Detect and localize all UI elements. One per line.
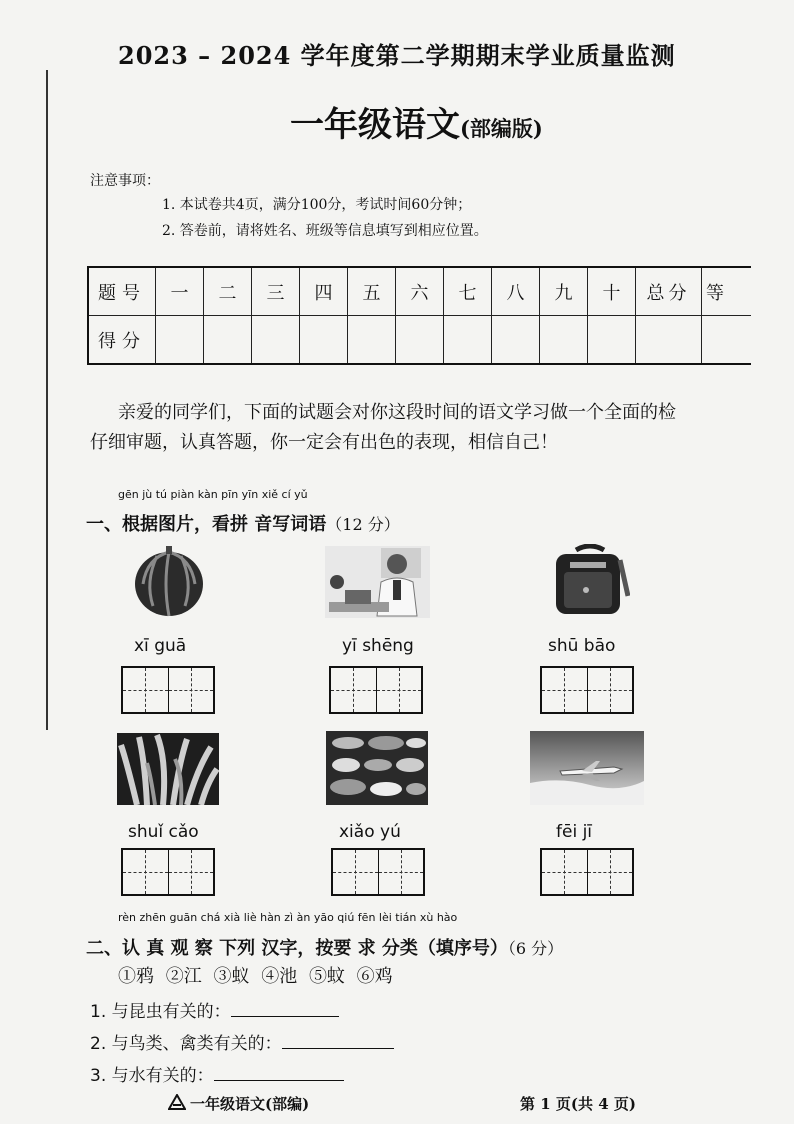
score-cell[interactable] bbox=[540, 316, 588, 365]
word-pinyin: shuǐ cǎo bbox=[128, 822, 199, 842]
schoolbag-image bbox=[550, 544, 630, 616]
writing-grid[interactable] bbox=[121, 666, 215, 714]
score-table-header-row bbox=[88, 267, 751, 316]
character-choices bbox=[118, 962, 399, 988]
column-header: 九 bbox=[540, 267, 588, 316]
writing-grid[interactable] bbox=[540, 848, 634, 896]
writing-cell[interactable] bbox=[169, 850, 214, 894]
choice-item: ⑥鸡 bbox=[356, 966, 393, 987]
question-text: 2. 与鸟类、禽类有关的： bbox=[90, 1034, 282, 1054]
column-header: 三 bbox=[252, 267, 300, 316]
choice-item: ③蚁 bbox=[213, 966, 250, 987]
section2-points: （6 分） bbox=[507, 939, 564, 958]
column-header: 一 bbox=[156, 267, 204, 316]
section1-title bbox=[86, 510, 400, 536]
choice-item: ④池 bbox=[261, 966, 298, 987]
writing-cell[interactable] bbox=[331, 668, 377, 712]
writing-grid[interactable] bbox=[121, 848, 215, 896]
word-pinyin: shū bāo bbox=[548, 636, 616, 656]
choice-item: ②江 bbox=[165, 966, 202, 987]
word-pinyin: xī guā bbox=[134, 636, 187, 656]
section2-pinyin: rèn zhēn guān chá xià liè hàn zì àn yāo qiú fēn lèi tián xù hào bbox=[118, 911, 458, 924]
score-label: 得分 bbox=[88, 316, 156, 365]
column-header: 八 bbox=[492, 267, 540, 316]
publisher-logo-icon bbox=[168, 1094, 186, 1110]
writing-grid[interactable] bbox=[540, 666, 634, 714]
grade-cell[interactable] bbox=[702, 316, 752, 365]
writing-cell[interactable] bbox=[377, 668, 422, 712]
column-header: 四 bbox=[300, 267, 348, 316]
fish-image bbox=[326, 731, 428, 805]
footer-subject: 一年级语文(部编) bbox=[190, 1095, 310, 1113]
choice-item: ⑤蚊 bbox=[308, 966, 345, 987]
subject-edition: (部编版) bbox=[460, 116, 543, 141]
word-pinyin: fēi jī bbox=[556, 822, 593, 842]
section2-title bbox=[86, 934, 563, 960]
score-cell[interactable] bbox=[588, 316, 636, 365]
writing-cell[interactable] bbox=[542, 850, 588, 894]
writing-cell[interactable] bbox=[123, 850, 169, 894]
column-header: 十 bbox=[588, 267, 636, 316]
watermelon-image bbox=[133, 546, 205, 618]
section2-title-text: 二、认 真 观 察 下列 汉字，按要 求 分类（填序号） bbox=[86, 938, 508, 959]
score-cell[interactable] bbox=[252, 316, 300, 365]
writing-cell[interactable] bbox=[169, 668, 214, 712]
writing-cell[interactable] bbox=[333, 850, 379, 894]
grade-header: 等 bbox=[702, 267, 752, 316]
total-score-cell[interactable] bbox=[636, 316, 702, 365]
exam-title: 2023 – 2024 学年度第二学期期末学业质量监测 bbox=[118, 41, 676, 70]
note-item: 2. 答卷前，请将姓名、班级等信息填写到相应位置。 bbox=[162, 223, 488, 239]
column-header: 五 bbox=[348, 267, 396, 316]
score-cell[interactable] bbox=[156, 316, 204, 365]
writing-cell[interactable] bbox=[588, 668, 633, 712]
subject-title bbox=[290, 97, 543, 146]
question-item bbox=[90, 1061, 344, 1086]
notes-label: 注意事项： bbox=[90, 173, 160, 189]
writing-cell[interactable] bbox=[123, 668, 169, 712]
question-number-label: 题号 bbox=[88, 267, 156, 316]
subject-main: 一年级语文 bbox=[290, 105, 460, 145]
score-cell[interactable] bbox=[204, 316, 252, 365]
score-cell[interactable] bbox=[444, 316, 492, 365]
section1-pinyin: gēn jù tú piàn kàn pīn yīn xiě cí yǔ bbox=[118, 488, 308, 501]
footer-page-number: 第 1 页(共 4 页) bbox=[520, 1095, 636, 1113]
writing-grid[interactable] bbox=[329, 666, 423, 714]
airplane-image bbox=[530, 731, 644, 805]
answer-line[interactable] bbox=[214, 1066, 344, 1081]
column-header: 七 bbox=[444, 267, 492, 316]
column-header: 六 bbox=[396, 267, 444, 316]
score-cell[interactable] bbox=[300, 316, 348, 365]
binding-margin-line bbox=[46, 70, 48, 730]
intro-line: 仔细审题，认真答题，你一定会有出色的表现，相信自己！ bbox=[90, 432, 558, 453]
answer-line[interactable] bbox=[231, 1002, 339, 1017]
score-cell[interactable] bbox=[492, 316, 540, 365]
question-item bbox=[90, 1029, 394, 1054]
score-cell[interactable] bbox=[348, 316, 396, 365]
word-pinyin: yī shēng bbox=[342, 636, 414, 656]
writing-grid[interactable] bbox=[331, 848, 425, 896]
score-cell[interactable] bbox=[396, 316, 444, 365]
writing-cell[interactable] bbox=[542, 668, 588, 712]
doctor-image bbox=[325, 546, 430, 618]
writing-cell[interactable] bbox=[588, 850, 633, 894]
answer-line[interactable] bbox=[282, 1034, 394, 1049]
note-item: 1. 本试卷共4页，满分100分，考试时间60分钟； bbox=[162, 197, 472, 213]
choice-item: ①鸦 bbox=[118, 966, 154, 987]
total-score-header: 总分 bbox=[636, 267, 702, 316]
column-header: 二 bbox=[204, 267, 252, 316]
question-text: 1. 与昆虫有关的： bbox=[90, 1002, 231, 1022]
section1-title-text: 一、根据图片，看拼 音写词语 bbox=[86, 514, 327, 535]
question-text: 3. 与水有关的： bbox=[90, 1066, 214, 1086]
section1-points: （12 分） bbox=[326, 515, 400, 534]
writing-cell[interactable] bbox=[379, 850, 424, 894]
question-item bbox=[90, 997, 339, 1022]
score-table-score-row bbox=[88, 316, 751, 365]
waterweed-image bbox=[117, 733, 219, 805]
intro-line: 亲爱的同学们，下面的试题会对你这段时间的语文学习做一个全面的检 bbox=[118, 402, 676, 423]
word-pinyin: xiǎo yú bbox=[339, 822, 401, 842]
score-table bbox=[87, 266, 751, 365]
